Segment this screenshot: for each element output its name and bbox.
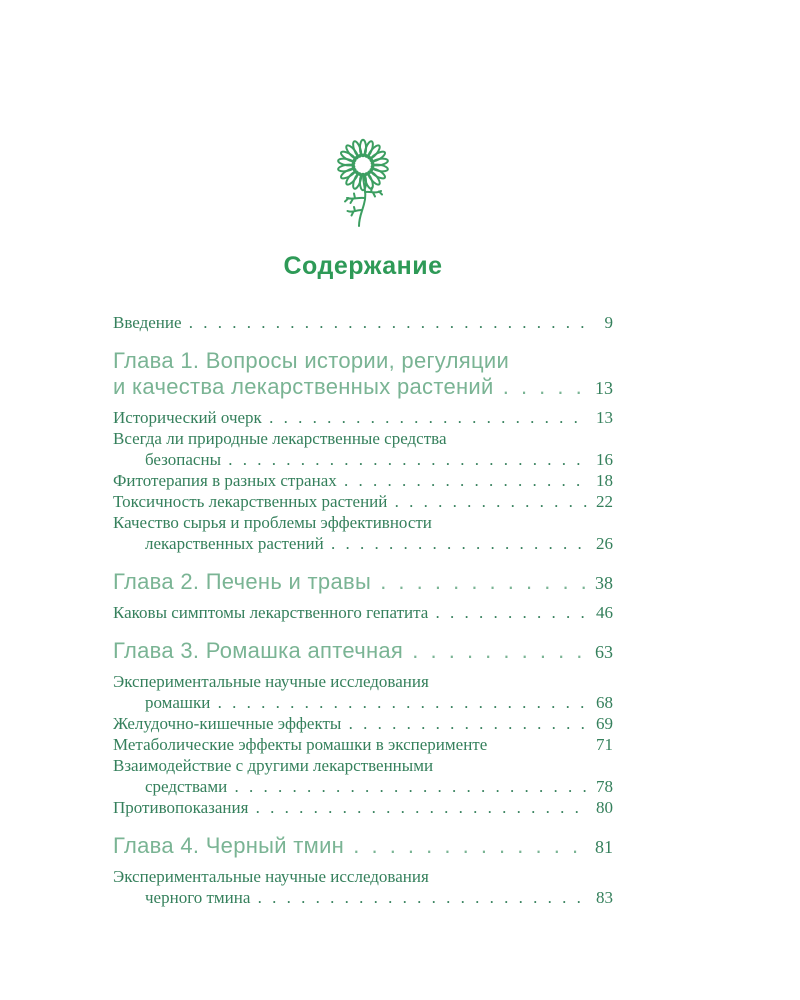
dot-leader (337, 470, 587, 491)
toc-line (113, 374, 613, 401)
toc-chapter-entry (113, 569, 613, 596)
toc-line (113, 533, 613, 554)
toc-entry-title: Глава 2. Печень и травы (113, 569, 372, 594)
toc-entry-title: ромашки (145, 693, 211, 712)
toc-page-number: 13 (595, 378, 613, 398)
toc-line (113, 470, 613, 491)
toc-line (113, 602, 613, 623)
toc-page-number: 13 (596, 408, 613, 427)
dot-leader (324, 533, 587, 554)
toc-entry-title: черного тмина (145, 888, 251, 907)
toc-entry-title: Желудочно-кишечные эффекты (113, 714, 342, 733)
dot-leader (262, 407, 587, 428)
toc-item-entry (113, 797, 613, 818)
toc-page-number: 18 (596, 471, 613, 490)
toc-entry-title: Всегда ли природные лекарственные средства (113, 429, 447, 448)
toc-page-number: 26 (596, 534, 613, 553)
toc-page-number: 16 (596, 450, 613, 469)
toc-item-entry (113, 407, 613, 428)
toc-item-entry (113, 734, 613, 755)
dot-leader (344, 833, 587, 859)
toc-line (113, 797, 613, 818)
toc-page-number: 81 (595, 837, 613, 857)
toc-line (113, 833, 613, 860)
toc-page-number: 38 (595, 573, 613, 593)
toc-item-entry (113, 470, 613, 491)
toc-line (113, 755, 613, 776)
dot-leader (371, 569, 587, 595)
toc-list (113, 312, 613, 908)
toc-line (113, 638, 613, 665)
toc-entry-title: Экспериментальные научные исследования (113, 672, 429, 691)
toc-line (113, 776, 613, 797)
flower-center (353, 155, 374, 176)
toc-page-number: 9 (604, 313, 613, 332)
dot-leader (250, 887, 587, 908)
toc-line (113, 671, 613, 692)
toc-entry-title: Качество сырья и проблемы эффективности (113, 513, 432, 532)
toc-chapter-entry (113, 638, 613, 665)
dot-leader (341, 713, 587, 734)
toc-chapter-entry (113, 348, 613, 401)
toc-item-entry (113, 428, 613, 470)
toc-entry-title: Глава 1. Вопросы истории, регуляции (113, 348, 510, 373)
toc-entry-title: безопасны (145, 450, 222, 469)
toc-entry-title: Введение (113, 313, 182, 332)
toc-line (113, 887, 613, 908)
dot-leader (221, 449, 587, 470)
toc-line (113, 692, 613, 713)
toc-chapter-entry (113, 833, 613, 860)
dot-leader (403, 638, 587, 664)
dot-leader (210, 692, 587, 713)
toc-line (113, 312, 613, 333)
toc-line (113, 491, 613, 512)
toc-page-number: 80 (596, 798, 613, 817)
toc-item-entry (113, 312, 613, 333)
toc-item-entry (113, 713, 613, 734)
toc-entry-title: Метаболические эффекты ромашки в эксперименте (113, 735, 488, 754)
toc-page-number: 46 (596, 603, 613, 622)
toc-line (113, 569, 613, 596)
toc-item-entry (113, 755, 613, 797)
toc-line (113, 866, 613, 887)
page-content (113, 0, 613, 908)
flower-leaves (345, 188, 382, 216)
dot-leader (428, 602, 587, 623)
toc-line (113, 449, 613, 470)
toc-line (113, 428, 613, 449)
toc-page-number: 83 (596, 888, 613, 907)
toc-entry-title: Исторический очерк (113, 408, 262, 427)
toc-page-number: 71 (596, 735, 613, 754)
toc-entry-title: Глава 4. Черный тмин (113, 833, 345, 858)
toc-entry-title: Противопоказания (113, 798, 249, 817)
toc-entry-title: Глава 3. Ромашка аптечная (113, 638, 404, 663)
toc-entry-title: средствами (145, 777, 228, 796)
toc-entry-title: Взаимодействие с другими лекарственными (113, 756, 434, 775)
toc-item-entry (113, 671, 613, 713)
toc-line (113, 407, 613, 428)
toc-line (113, 713, 613, 734)
toc-item-entry (113, 512, 613, 554)
toc-entry-title: Фитотерапия в разных странах (113, 471, 337, 490)
toc-item-entry (113, 602, 613, 623)
toc-page-number: 63 (595, 642, 613, 662)
toc-entry-title: и качества лекарственных растений (113, 374, 494, 399)
dot-leader (494, 374, 587, 400)
toc-entry-title: лекарственных растений (145, 534, 324, 553)
toc-entry-title: Каковы симптомы лекарственного гепатита (113, 603, 429, 622)
toc-item-entry (113, 866, 613, 908)
toc-line (113, 512, 613, 533)
toc-page-number: 22 (596, 492, 613, 511)
dot-leader (387, 491, 587, 512)
toc-page-number: 69 (596, 714, 613, 733)
chamomile-flower-icon (323, 138, 403, 230)
toc-page-number: 68 (596, 693, 613, 712)
toc-line (113, 734, 613, 755)
dot-leader (227, 776, 587, 797)
dot-leader (182, 312, 587, 333)
toc-entry-title: Токсичность лекарственных растений (113, 492, 388, 511)
toc-line (113, 348, 613, 374)
toc-item-entry (113, 491, 613, 512)
toc-entry-title: Экспериментальные научные исследования (113, 867, 429, 886)
dot-leader (248, 797, 587, 818)
page-title: Содержание (283, 252, 443, 280)
toc-page-number: 78 (596, 777, 613, 796)
